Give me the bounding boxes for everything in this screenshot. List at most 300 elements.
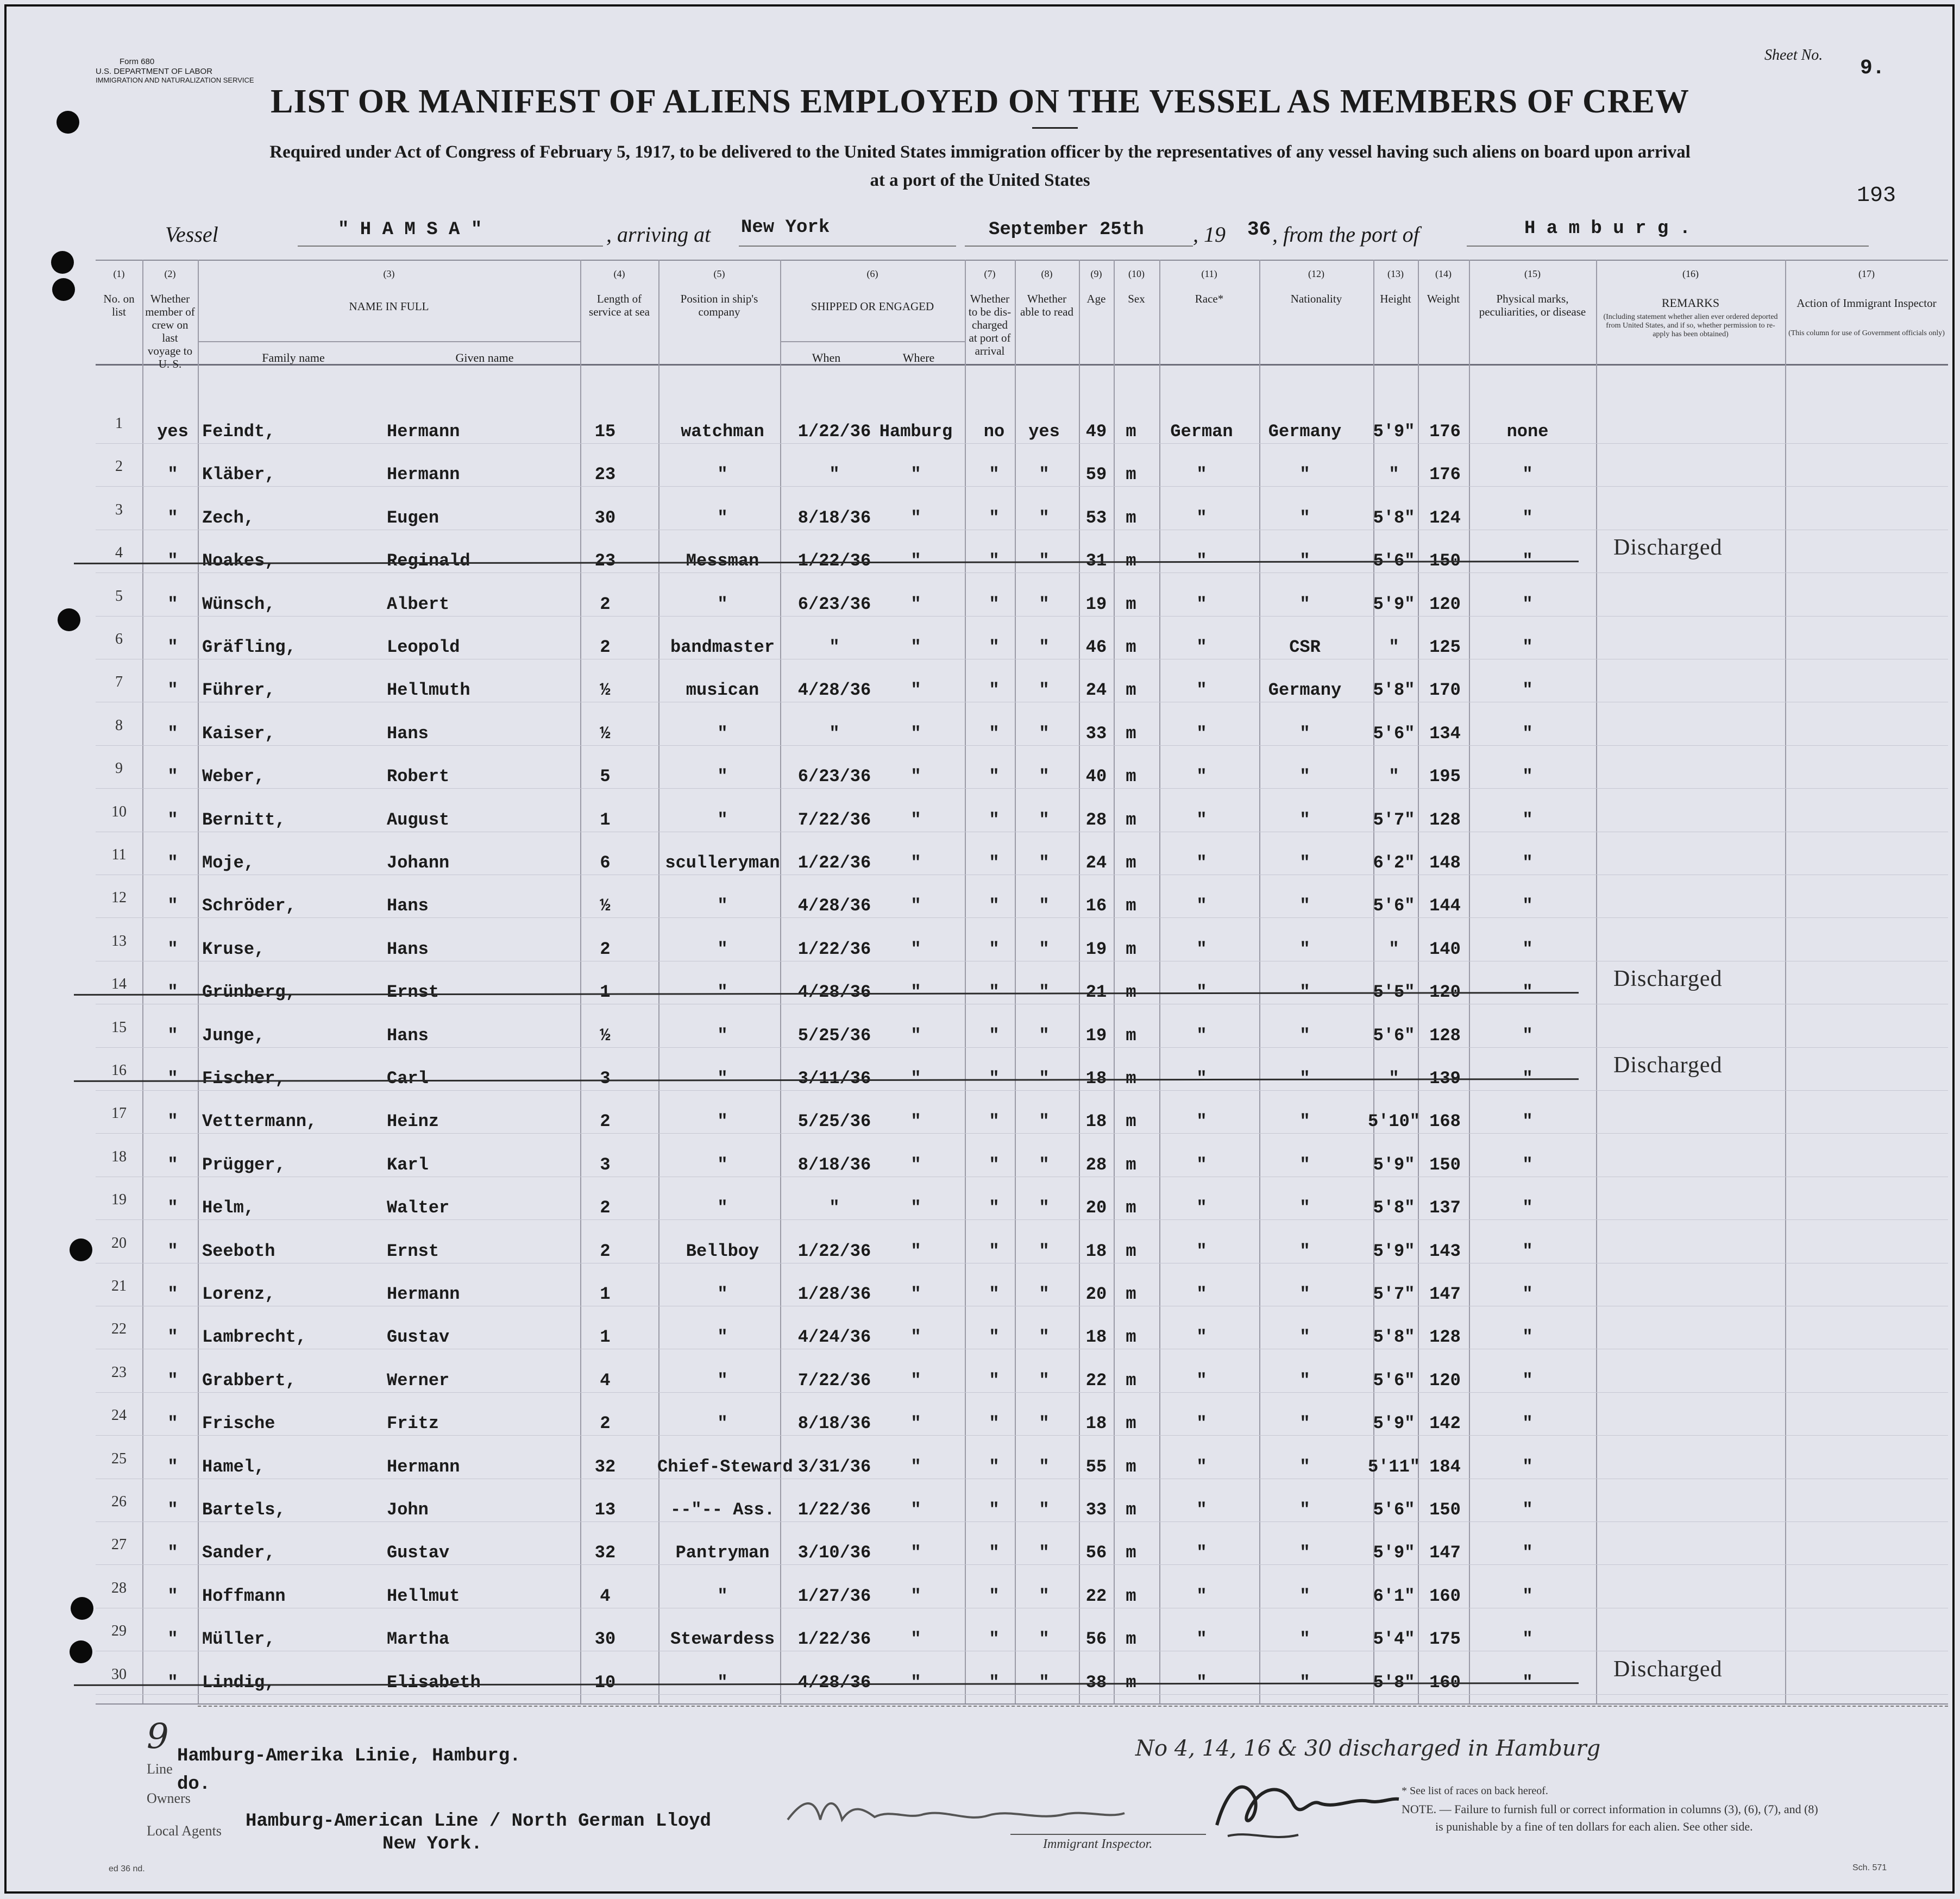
cell-disch: " xyxy=(989,723,1000,744)
column-label: Whether to be dis-charged at port of arrival xyxy=(968,292,1012,357)
cell-marks: " xyxy=(1522,1241,1533,1261)
cell-race: German xyxy=(1170,422,1233,442)
cell-prev: " xyxy=(167,1586,178,1606)
cell-race: " xyxy=(1196,1413,1207,1434)
cell-race: " xyxy=(1196,594,1207,614)
cell-disch: " xyxy=(989,1111,1000,1132)
cell-disch: " xyxy=(989,551,1000,571)
punch-hole xyxy=(58,608,80,631)
cell-disch: " xyxy=(989,1672,1000,1693)
cell-sex: m xyxy=(1126,1025,1136,1046)
cell-when: 8/18/36 xyxy=(797,1413,871,1434)
cell-marks: " xyxy=(1522,939,1533,959)
cell-service: 2 xyxy=(600,1413,611,1434)
row-rule xyxy=(96,917,1948,918)
cell-where: " xyxy=(910,551,921,571)
cell-marks: " xyxy=(1522,1370,1533,1391)
cell-position: " xyxy=(717,464,728,485)
cell-service: 10 xyxy=(594,1672,616,1693)
column-note: (This column for use of Government officials only) xyxy=(1788,329,1945,337)
cell-prev: " xyxy=(167,464,178,485)
cell-given: Hans xyxy=(387,723,429,744)
row-rule xyxy=(96,1090,1948,1091)
column-header xyxy=(1114,268,1159,361)
column-header xyxy=(142,268,198,370)
cell-nat: " xyxy=(1299,1413,1310,1434)
column-header xyxy=(1418,268,1469,361)
cell-family: Wünsch, xyxy=(202,594,275,614)
arrival-year: 36 xyxy=(1247,218,1271,241)
cell-family: Kaiser, xyxy=(202,723,275,744)
cell-age: 46 xyxy=(1085,637,1107,657)
owners-label: Owners xyxy=(147,1790,191,1806)
cell-disch: " xyxy=(989,1327,1000,1348)
cell-sex: m xyxy=(1126,1241,1136,1261)
row-number: 23 xyxy=(111,1363,127,1381)
cell-when: 7/22/36 xyxy=(797,809,871,830)
cell-age: 19 xyxy=(1085,1025,1107,1046)
cell-read: " xyxy=(1039,723,1050,744)
cell-family: Grabbert, xyxy=(202,1370,296,1391)
vessel-underline xyxy=(298,246,603,247)
vessel-label: Vessel xyxy=(165,222,218,247)
cell-when: 4/28/36 xyxy=(797,982,871,1003)
cell-family: Zech, xyxy=(202,507,255,528)
cell-weight: 148 xyxy=(1429,853,1461,873)
cell-service: ½ xyxy=(600,1025,611,1046)
cell-given: Gustav xyxy=(387,1543,450,1563)
cell-height: " xyxy=(1389,766,1399,787)
column-header xyxy=(1596,268,1785,361)
cell-given: Hans xyxy=(387,896,429,916)
column-label: NAME IN FULL xyxy=(349,300,429,313)
column-number: (10) xyxy=(1128,268,1145,279)
department: U.S. DEPARTMENT OF LABOR xyxy=(96,67,213,76)
cell-read: " xyxy=(1039,1284,1050,1304)
cell-weight: 128 xyxy=(1429,1327,1461,1348)
row-rule xyxy=(96,1047,1948,1048)
cell-where: " xyxy=(910,982,921,1003)
cell-height: 5'7" xyxy=(1373,809,1415,830)
cell-weight: 170 xyxy=(1429,680,1461,701)
cell-when: 1/22/36 xyxy=(797,939,871,959)
cell-where: " xyxy=(910,766,921,787)
cell-family: Führer, xyxy=(202,680,275,701)
year-prefix: , 19 xyxy=(1193,222,1226,247)
cell-position: " xyxy=(717,1586,728,1606)
column-label: Weight xyxy=(1427,292,1460,305)
cell-position: " xyxy=(717,1025,728,1046)
column-header xyxy=(1785,268,1948,361)
cell-family: Fischer, xyxy=(202,1068,286,1089)
cell-nat: " xyxy=(1299,809,1310,830)
date-underline xyxy=(965,246,1193,247)
cell-marks: " xyxy=(1522,1672,1533,1693)
cell-when: 7/22/36 xyxy=(797,1370,871,1391)
cell-disch: " xyxy=(989,1241,1000,1261)
cell-service: 1 xyxy=(600,982,611,1003)
cell-age: 19 xyxy=(1085,594,1107,614)
cell-prev: " xyxy=(167,1154,178,1175)
punch-hole xyxy=(51,251,74,274)
row-number: 8 xyxy=(115,716,123,734)
title-underline xyxy=(1032,127,1078,129)
cell-age: 19 xyxy=(1085,939,1107,959)
cell-when: 6/23/36 xyxy=(797,594,871,614)
cell-family: Frische xyxy=(202,1413,275,1434)
cell-family: Hamel, xyxy=(202,1456,265,1477)
cell-position: " xyxy=(717,507,728,528)
line-label: Line xyxy=(147,1761,173,1777)
cell-where: " xyxy=(910,1672,921,1693)
cell-marks: " xyxy=(1522,1586,1533,1606)
cell-where: " xyxy=(910,1456,921,1477)
cell-prev: " xyxy=(167,1025,178,1046)
cell-height: 5'9" xyxy=(1373,1413,1415,1434)
cell-position: " xyxy=(717,723,728,744)
footer-dash-rule xyxy=(198,1706,1948,1707)
cell-weight: 147 xyxy=(1429,1284,1461,1304)
cell-sex: m xyxy=(1126,464,1136,485)
row-number: 26 xyxy=(111,1493,127,1510)
column-sublabel: Family name xyxy=(262,351,325,364)
cell-family: Feindt, xyxy=(202,422,275,442)
cell-service: 3 xyxy=(600,1154,611,1175)
cell-service: 2 xyxy=(600,637,611,657)
penalty-note-2: is punishable by a fine of ten dollars for each alien. See other side. xyxy=(1435,1820,1753,1833)
cell-position: " xyxy=(717,1068,728,1089)
cell-position: Chief-Steward xyxy=(657,1456,793,1477)
cell-race: " xyxy=(1196,809,1207,830)
cell-weight: 128 xyxy=(1429,809,1461,830)
cell-service: 23 xyxy=(594,464,616,485)
cell-disch: " xyxy=(989,1543,1000,1563)
cell-given: Martha xyxy=(387,1629,450,1650)
cell-weight: 143 xyxy=(1429,1241,1461,1261)
cell-where: " xyxy=(910,1327,921,1348)
row-rule xyxy=(96,788,1948,789)
cell-position: Stewardess xyxy=(670,1629,775,1650)
printer-mark: ed 36 nd. xyxy=(109,1864,145,1873)
row-rule xyxy=(96,1694,1948,1695)
row-number: 21 xyxy=(111,1278,127,1294)
row-rule xyxy=(96,1521,1948,1522)
agents-label: Local Agents xyxy=(147,1823,222,1839)
cell-when: 8/18/36 xyxy=(797,507,871,528)
cell-read: " xyxy=(1039,507,1050,528)
column-header xyxy=(658,268,780,361)
cell-when: 4/28/36 xyxy=(797,896,871,916)
cell-age: 20 xyxy=(1085,1284,1107,1304)
row-number: 22 xyxy=(111,1321,127,1338)
cell-disch: " xyxy=(989,766,1000,787)
cell-sex: m xyxy=(1126,1456,1136,1477)
punch-hole xyxy=(52,278,75,301)
cell-read: " xyxy=(1039,1456,1050,1477)
cell-read: " xyxy=(1039,680,1050,701)
cell-read: " xyxy=(1039,1068,1050,1089)
cell-prev: " xyxy=(167,551,178,571)
cell-where: " xyxy=(910,1154,921,1175)
cell-height: " xyxy=(1389,939,1399,959)
cell-weight: 150 xyxy=(1429,1154,1461,1175)
cell-weight: 176 xyxy=(1429,422,1461,442)
column-label: Action of Immigrant Inspector xyxy=(1796,297,1937,310)
cell-weight: 168 xyxy=(1429,1111,1461,1132)
row-number: 15 xyxy=(111,1018,127,1036)
column-header xyxy=(1159,268,1259,361)
cell-sex: m xyxy=(1126,1284,1136,1304)
cell-given: Robert xyxy=(387,766,450,787)
cell-prev: yes xyxy=(157,422,189,442)
column-number: (12) xyxy=(1308,268,1324,279)
cell-weight: 150 xyxy=(1429,551,1461,571)
cell-given: Hermann xyxy=(387,1456,460,1477)
cell-given: Johann xyxy=(387,853,450,873)
cell-family: Kruse, xyxy=(202,939,265,959)
cell-nat: " xyxy=(1299,464,1310,485)
cell-height: 5'6" xyxy=(1373,896,1415,916)
cell-where: " xyxy=(910,680,921,701)
cell-disch: " xyxy=(989,1586,1000,1606)
cell-race: " xyxy=(1196,896,1207,916)
column-label: Whether member of crew on last voyage to U. S. xyxy=(145,292,195,370)
cell-read: " xyxy=(1039,809,1050,830)
row-number: 10 xyxy=(111,803,127,820)
row-number: 4 xyxy=(115,544,123,562)
cell-height: 5'9" xyxy=(1373,1154,1415,1175)
cell-family: Lorenz, xyxy=(202,1284,275,1304)
cell-disch: " xyxy=(989,982,1000,1003)
cell-nat: " xyxy=(1299,939,1310,959)
cell-when: 3/31/36 xyxy=(797,1456,871,1477)
cell-where: " xyxy=(910,1111,921,1132)
cell-race: " xyxy=(1196,1154,1207,1175)
cell-race: " xyxy=(1196,1025,1207,1046)
column-label: Position in ship's company xyxy=(680,292,758,318)
cell-sex: m xyxy=(1126,1198,1136,1218)
cell-nat: " xyxy=(1299,507,1310,528)
cell-disch: no xyxy=(983,422,1005,442)
cell-family: Vettermann, xyxy=(202,1111,317,1132)
departure-port: H a m b u r g . xyxy=(1524,218,1691,239)
row-number: 11 xyxy=(111,846,127,863)
cell-given: August xyxy=(387,809,450,830)
cell-given: Ernst xyxy=(387,1241,439,1261)
cell-read: " xyxy=(1039,1586,1050,1606)
subheader-rule xyxy=(198,341,580,342)
cell-given: Reginald xyxy=(387,551,470,571)
cell-marks: " xyxy=(1522,853,1533,873)
arrival-port: New York xyxy=(741,217,830,238)
cell-position: Pantryman xyxy=(675,1543,770,1563)
cell-position: " xyxy=(717,896,728,916)
cell-service: 2 xyxy=(600,594,611,614)
cell-given: Ernst xyxy=(387,982,439,1003)
row-number: 16 xyxy=(111,1062,127,1079)
cell-weight: 142 xyxy=(1429,1413,1461,1434)
cell-disch: " xyxy=(989,1068,1000,1089)
row-number: 29 xyxy=(111,1623,127,1640)
column-number: (7) xyxy=(984,268,996,279)
cell-family: Seeboth xyxy=(202,1241,275,1261)
cell-service: 13 xyxy=(594,1500,616,1520)
cell-marks: " xyxy=(1522,896,1533,916)
column-header xyxy=(1259,268,1373,361)
row-rule xyxy=(96,486,1948,487)
cell-read: " xyxy=(1039,1198,1050,1218)
cell-where: " xyxy=(910,853,921,873)
cell-weight: 160 xyxy=(1429,1586,1461,1606)
cell-given: Albert xyxy=(387,594,450,614)
cell-prev: " xyxy=(167,896,178,916)
cell-nat: " xyxy=(1299,1241,1310,1261)
cell-prev: " xyxy=(167,939,178,959)
cell-weight: 150 xyxy=(1429,1500,1461,1520)
cell-prev: " xyxy=(167,1068,178,1089)
cell-when: 1/22/36 xyxy=(797,1241,871,1261)
cell-position: " xyxy=(717,766,728,787)
cell-marks: " xyxy=(1522,1543,1533,1563)
column-number: (8) xyxy=(1041,268,1053,279)
row-number: 27 xyxy=(111,1536,127,1554)
cell-sex: m xyxy=(1126,766,1136,787)
cell-height: 6'2" xyxy=(1373,853,1415,873)
cell-service: 2 xyxy=(600,939,611,959)
line-value: Hamburg-Amerika Linie, Hamburg. xyxy=(177,1746,521,1766)
cell-marks: " xyxy=(1522,1154,1533,1175)
punch-hole xyxy=(70,1640,92,1663)
cell-where: " xyxy=(910,1370,921,1391)
cell-prev: " xyxy=(167,1672,178,1693)
cell-weight: 144 xyxy=(1429,896,1461,916)
cell-service: 23 xyxy=(594,551,616,571)
cell-marks: " xyxy=(1522,637,1533,657)
cell-weight: 184 xyxy=(1429,1456,1461,1477)
cell-age: 18 xyxy=(1085,1111,1107,1132)
cell-service: ½ xyxy=(600,680,611,701)
discharged-stamp: Discharged xyxy=(1613,1656,1723,1682)
cell-nat: " xyxy=(1299,723,1310,744)
cell-when: 1/22/36 xyxy=(797,422,871,442)
cell-sex: m xyxy=(1126,982,1136,1003)
cell-position: " xyxy=(717,1198,728,1218)
cell-age: 18 xyxy=(1085,1068,1107,1089)
cell-sex: m xyxy=(1126,680,1136,701)
cell-race: " xyxy=(1196,1327,1207,1348)
cell-family: Bartels, xyxy=(202,1500,286,1520)
page-title: LIST OR MANIFEST OF ALIENS EMPLOYED ON THE VESSEL AS MEMBERS OF CREW xyxy=(271,83,1689,120)
cell-height: 5'11" xyxy=(1367,1456,1420,1477)
cell-nat: " xyxy=(1299,1586,1310,1606)
column-rule xyxy=(1785,260,1786,1703)
cell-age: 31 xyxy=(1085,551,1107,571)
column-number: (4) xyxy=(613,268,625,279)
cell-when: 4/24/36 xyxy=(797,1327,871,1348)
cell-marks: " xyxy=(1522,809,1533,830)
cell-disch: " xyxy=(989,1154,1000,1175)
cell-service: 5 xyxy=(600,766,611,787)
agents-line-1: Hamburg-American Line / North German Lloyd xyxy=(246,1811,711,1832)
cell-marks: " xyxy=(1522,1025,1533,1046)
column-label: REMARKS xyxy=(1661,296,1720,310)
column-label: No. on list xyxy=(103,292,135,318)
cell-nat: " xyxy=(1299,1068,1310,1089)
cell-age: 55 xyxy=(1085,1456,1107,1477)
cell-sex: m xyxy=(1126,594,1136,614)
cell-nat: " xyxy=(1299,1327,1310,1348)
cell-race: " xyxy=(1196,464,1207,485)
cell-position: " xyxy=(717,809,728,830)
cell-height: " xyxy=(1389,637,1399,657)
cell-sex: m xyxy=(1126,551,1136,571)
cell-given: Eugen xyxy=(387,507,439,528)
discharge-note: No 4, 14, 16 & 30 discharged in Hamburg xyxy=(1135,1736,1601,1761)
cell-family: Schröder, xyxy=(202,896,296,916)
cell-race: " xyxy=(1196,1500,1207,1520)
cell-family: Weber, xyxy=(202,766,265,787)
column-label: Physical marks, peculiarities, or disease xyxy=(1479,292,1586,318)
punch-hole xyxy=(71,1597,93,1620)
cell-nat: " xyxy=(1299,594,1310,614)
inspector-signature xyxy=(782,1787,1130,1836)
cell-given: Heinz xyxy=(387,1111,439,1132)
cell-family: Lindig, xyxy=(202,1672,275,1693)
cell-age: 24 xyxy=(1085,853,1107,873)
cell-disch: " xyxy=(989,464,1000,485)
row-rule xyxy=(96,616,1948,617)
cell-race: " xyxy=(1196,507,1207,528)
row-rule xyxy=(96,1392,1948,1393)
cell-age: 22 xyxy=(1085,1586,1107,1606)
cell-disch: " xyxy=(989,853,1000,873)
column-number: (5) xyxy=(713,268,725,279)
cell-when: 1/22/36 xyxy=(797,1629,871,1650)
penalty-note-1: NOTE. — Failure to furnish full or correct information in columns (3), (6), (7), and (8) xyxy=(1402,1802,1818,1816)
column-sublabel: Given name xyxy=(455,351,514,364)
cell-sex: m xyxy=(1126,1327,1136,1348)
column-header xyxy=(965,268,1015,361)
cell-race: " xyxy=(1196,723,1207,744)
cell-position: watchman xyxy=(681,422,764,442)
cell-prev: " xyxy=(167,853,178,873)
cell-weight: 120 xyxy=(1429,1370,1461,1391)
cell-marks: " xyxy=(1522,723,1533,744)
cell-height: " xyxy=(1389,1068,1399,1089)
cell-when: 5/25/36 xyxy=(797,1111,871,1132)
cell-sex: m xyxy=(1126,1672,1136,1693)
cell-position: " xyxy=(717,1284,728,1304)
cell-sex: m xyxy=(1126,1068,1136,1089)
cell-read: " xyxy=(1039,1370,1050,1391)
cell-age: 16 xyxy=(1085,896,1107,916)
cell-age: 56 xyxy=(1085,1629,1107,1650)
column-number: (3) xyxy=(383,268,395,279)
cell-read: " xyxy=(1039,939,1050,959)
cell-weight: 140 xyxy=(1429,939,1461,959)
cell-prev: " xyxy=(167,809,178,830)
cell-race: " xyxy=(1196,939,1207,959)
cell-service: 1 xyxy=(600,1327,611,1348)
cell-nat: " xyxy=(1299,1284,1310,1304)
cell-nat: " xyxy=(1299,1543,1310,1563)
cell-age: 18 xyxy=(1085,1241,1107,1261)
cell-position: " xyxy=(717,982,728,1003)
cell-nat: " xyxy=(1299,1629,1310,1650)
cell-position: " xyxy=(717,1327,728,1348)
cell-weight: 120 xyxy=(1429,594,1461,614)
arrival-date: September 25th xyxy=(989,219,1144,240)
